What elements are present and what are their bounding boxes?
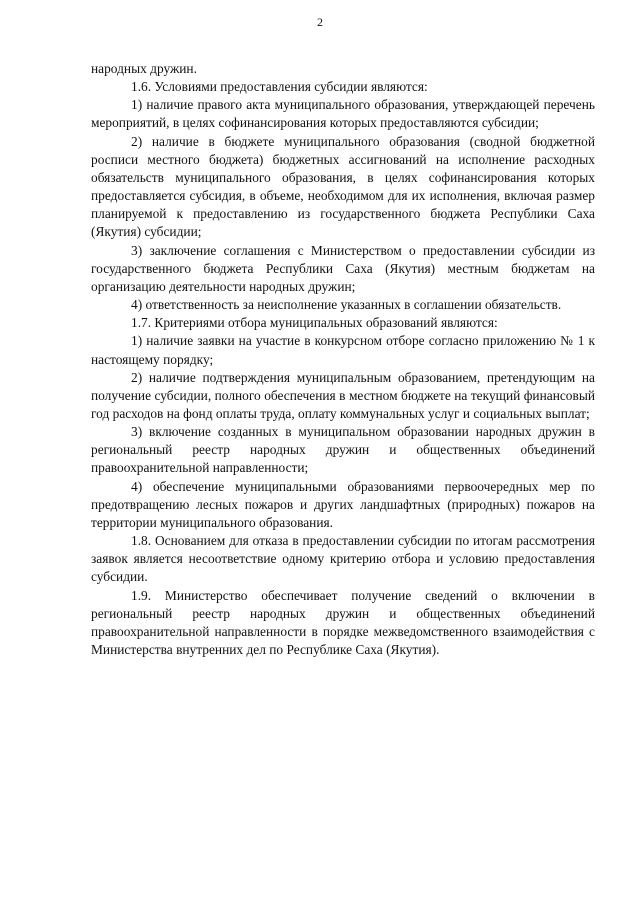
document-body bbox=[91, 60, 595, 659]
criterion-3: 3) включение созданных в муниципальном образовании народных дружин в региональный реестр народных дружин и общественных объединений правоохранительной направленности; bbox=[91, 424, 595, 476]
section-1-6-heading: 1.6. Условиями предоставления субсидии являются: bbox=[131, 79, 428, 95]
section-1-7-heading: 1.7. Критериями отбора муниципальных образований являются: bbox=[131, 315, 498, 331]
criterion-2: 2) наличие подтверждения муниципальным образованием, претендующим на получение субсидии, полного обеспечения в местном бюджете на текущий финансовый год расходов на фонд оплаты труда, оплату коммунальных услуг и социальных выплат; bbox=[91, 369, 595, 421]
condition-3: 3) заключение соглашения с Министерством о предоставлении субсидии из государственного бюджета Республики Саха (Якутия) местным бюджетам на организацию деятельности народных дружин; bbox=[91, 242, 595, 294]
condition-4: 4) ответственность за неисполнение указанных в соглашении обязательств. bbox=[131, 297, 562, 313]
page-number: 2 bbox=[317, 15, 323, 29]
condition-1: 1) наличие правого акта муниципального образования, утверждающей перечень мероприятий, в целях софинансирования которых предоставляются субсидии; bbox=[91, 97, 595, 131]
paragraph-continuation: народных дружин. bbox=[91, 61, 197, 76]
criterion-4: 4) обеспечение муниципальными образованиями первоочередных мер по предотвращению лесных пожаров и других ландшафтных (природных) пожаров на территории муниципального образования. bbox=[91, 478, 595, 530]
section-1-8: 1.8. Основанием для отказа в предоставлении субсидии по итогам рассмотрения заявок является несоответствие одному критерию отбора и условию предоставления субсидии. bbox=[91, 533, 595, 585]
section-1-9: 1.9. Министерство обеспечивает получение сведений о включении в региональный реестр народных дружин и общественных объединений правоохранительной направленности в порядке межведомственного взаимодействия с Министерства внутренних дел по Республике Саха (Якутия). bbox=[91, 587, 595, 657]
condition-2: 2) наличие в бюджете муниципального образования (сводной бюджетной росписи местного бюджета) бюджетных ассигнований на исполнение расходных обязательств муниципального образования, в целях софинансирования которых предоставляется субсидия, в объеме, необходимом для их исполнения, включая размер планируемой к предоставлению из государственного бюджета Республики Саха (Якутия) субсидии; bbox=[91, 133, 595, 240]
criterion-1: 1) наличие заявки на участие в конкурсном отборе согласно приложению № 1 к настоящему порядку; bbox=[91, 333, 595, 367]
